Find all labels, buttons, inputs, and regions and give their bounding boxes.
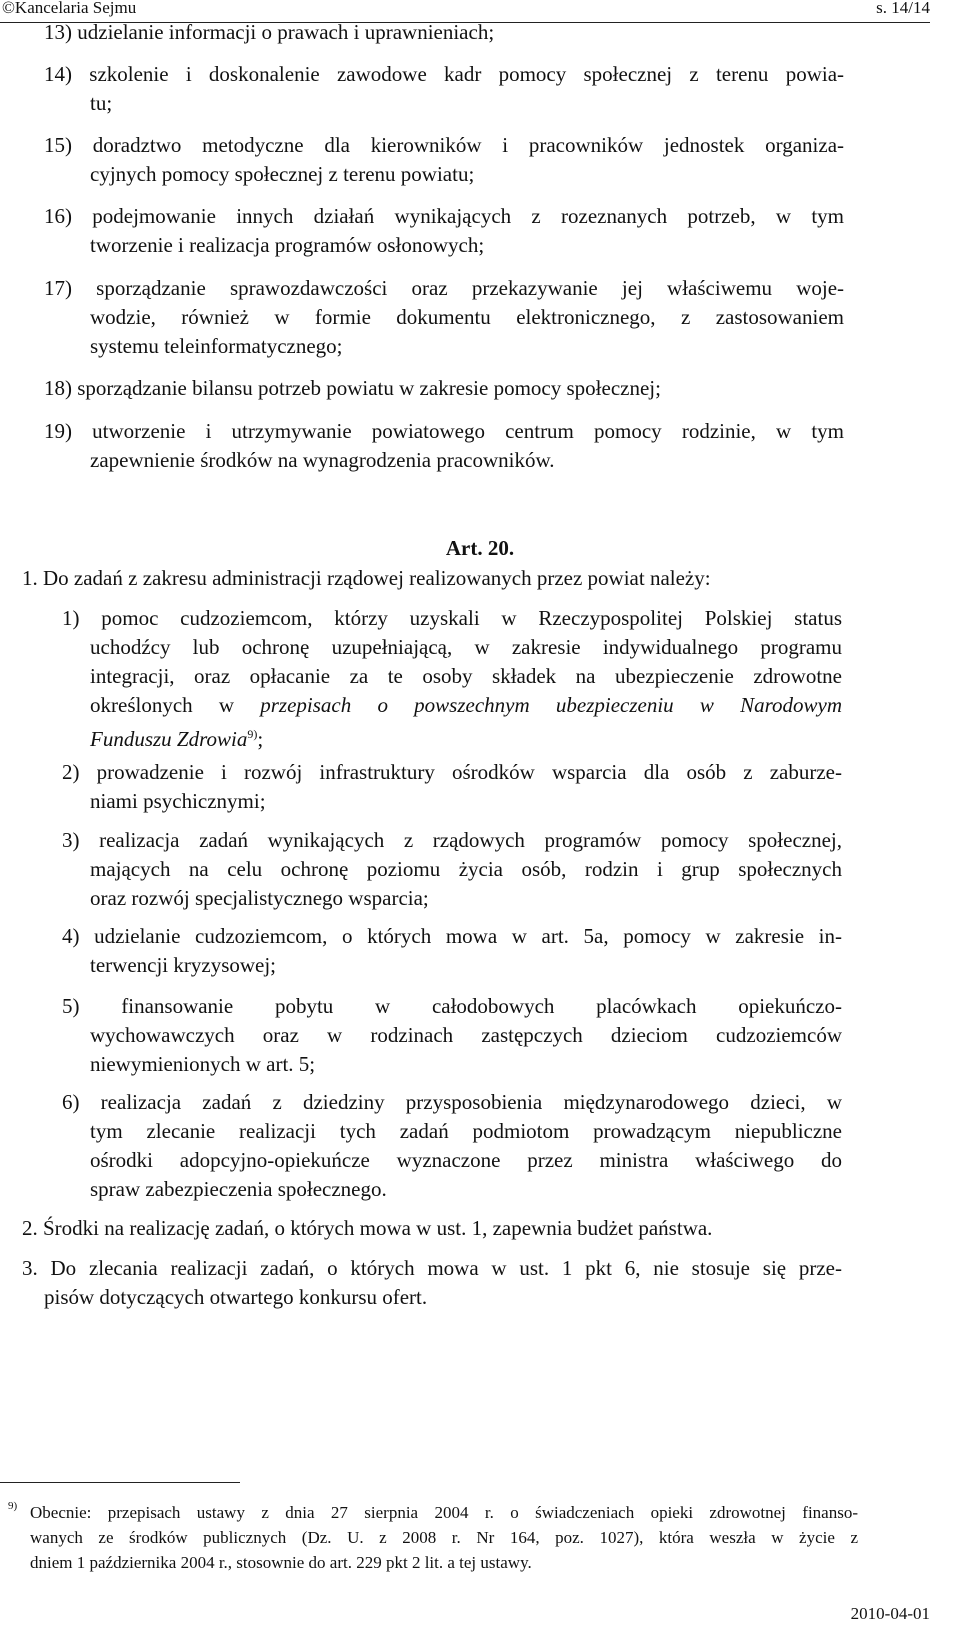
article-title: Art. 20. — [445, 536, 515, 560]
article-item-6: 6) realizacja zadań z dziedziny przysposobienia międzynarodowego dzieci, w tym zlecanie realizacji tych zadań podmiotom prowadzącym niepubliczne ośrodki adopcyjno-opiekuńcze wyznaczone przez ministra właściwego do spraw zabezpieczenia społecznego. — [62, 1090, 842, 1201]
article-para-1: 1. Do zadań z zakresu administracji rządowej realizowanych przez powiat należy: — [22, 566, 711, 590]
article-item-2: 2) prowadzenie i rozwój infrastruktury ośrodków wsparcia dla osób z zaburze- niami psychicznymi; — [62, 760, 842, 813]
article-para-3: 3. Do zlecania realizacji zadań, o których mowa w ust. 1 pkt 6, nie stosuje się prze- pisów dotyczących otwartego konkursu ofert. — [22, 1256, 842, 1309]
article-item-4: 4) udzielanie cudzoziemcom, o których mowa w art. 5a, pomocy w zakresie in- terwencji kryzysowej; — [62, 924, 842, 977]
item-16: 16) podejmowanie innych działań wynikających z rozeznanych potrzeb, w tym tworzenie i realizacja programów osłonowych; — [44, 204, 844, 257]
article-item-5: 5) finansowanie pobytu w całodobowych placówkach opiekuńczo- wychowawczych oraz w rodzinach zastępczych dzieciom cudzoziemców niewymienionych w art. 5; — [62, 994, 842, 1076]
header-page-number: s. 14/14 — [876, 0, 930, 17]
item-18: 18) sporządzanie bilansu potrzeb powiatu w zakresie pomocy społecznej; — [44, 376, 661, 400]
item-13: 13) udzielanie informacji o prawach i uprawnieniach; — [44, 20, 495, 44]
item-14: 14) szkolenie i doskonalenie zawodowe kadr pomocy społecznej z terenu powia- tu; — [44, 62, 845, 115]
document-date: 2010-04-01 — [850, 1604, 930, 1623]
article-item-1: 1) pomoc cudzoziemcom, którzy uzyskali w Rzeczypospolitej Polskiej status uchodźcy lub ochronę uzupełniającą, w zakresie indywidualnego programu integracji, oraz opłacanie za te osoby składek na ubezpieczenie zdrowotne określonych w przepisach o powszechnym ubezpieczeniu w Narodowym Funduszu Zdrowia$^{9)}$; — [62, 606, 843, 751]
footnote-marker: 9) — [8, 1500, 18, 1512]
footnote-rule — [0, 1482, 240, 1483]
article-item-3: 3) realizacja zadań wynikających z rządowych programów pomocy społecznej, mających na celu ochronę poziomu życia osób, rodzin i grup społecznych oraz rozwój specjalistycznego wsparcia; — [62, 828, 842, 910]
item-15: 15) doradztwo metodyczne dla kierowników i pracowników jednostek organiza- cyjnych pomocy społecznej z terenu powiatu; — [44, 133, 845, 186]
footnote: 9) Obecnie: przepisach ustawy z dnia 27 sierpnia 2004 r. o świadczeniach opieki zdrowotnej finanso- wanych ze środków publicznych (Dz. U. z 2008 r. Nr 164, poz. 1027), która weszła w życie z dniem 1 października 2004 r., stosownie do art. 229 pkt 2 lit. a tej ustawy. — [8, 1500, 858, 1575]
item-19: 19) utworzenie i utrzymywanie powiatowego centrum pomocy rodzinie, w tym zapewnienie środków na wynagrodzenia pracowników. — [44, 419, 844, 472]
footnote-ref: 9) — [247, 727, 258, 741]
header-source: ©Kancelaria Sejmu — [2, 0, 137, 17]
article-para-2: 2. Środki na realizację zadań, o których mowa w ust. 1, zapewnia budżet państwa. — [22, 1216, 713, 1240]
item-17: 17) sporządzanie sprawozdawczości oraz przekazywanie jej właściwemu woje- wodzie, również w formie dokumentu elektronicznego, z zastosowaniem systemu teleinformatycznego; — [44, 276, 845, 358]
